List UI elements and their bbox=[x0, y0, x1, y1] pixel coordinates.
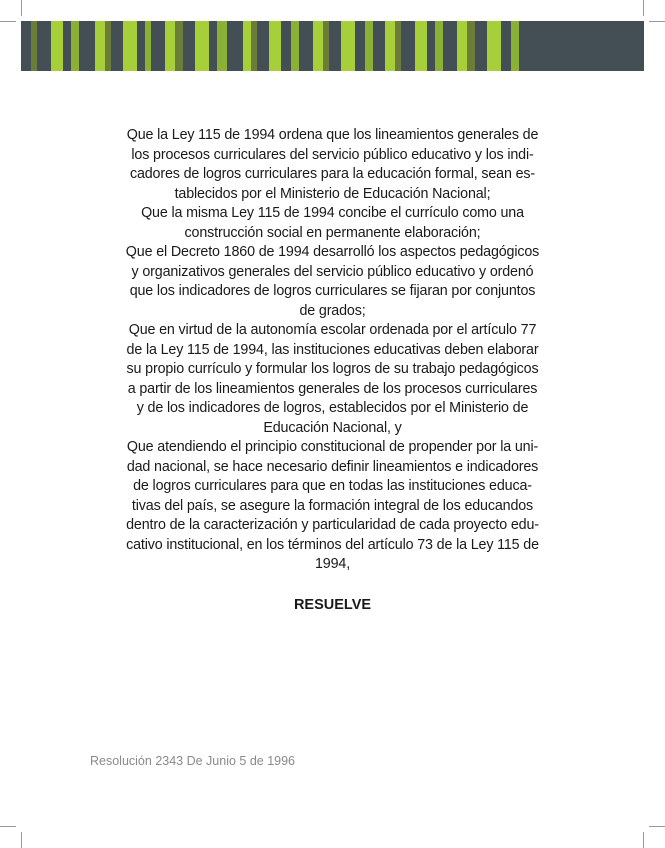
crop-mark-top-right bbox=[643, 0, 644, 16]
body-line: cadores de logros curriculares para la educación formal, sean es- bbox=[129, 166, 536, 182]
decorative-stripe-band bbox=[21, 21, 644, 71]
body-line: Que en virtud de la autonomía escolar ordenada por el artículo 77 bbox=[128, 322, 537, 338]
body-line: 1994, bbox=[314, 556, 351, 572]
body-line: los procesos curriculares del servicio público educativo y los indi- bbox=[131, 146, 534, 163]
body-line: cativo institucional, en los términos del artículo 73 de la Ley 115 de bbox=[126, 536, 539, 553]
body-line: dad nacional, se hace necesario definir lineamientos e indicadores bbox=[126, 458, 539, 475]
stripe-segment bbox=[21, 21, 31, 71]
stripe-segment bbox=[111, 21, 123, 71]
stripe-segment bbox=[435, 21, 443, 71]
stripe-segment bbox=[71, 21, 79, 71]
body-line: Educación Nacional, y bbox=[263, 419, 402, 436]
stripe-segment bbox=[467, 21, 475, 71]
stripe-segment bbox=[281, 21, 291, 71]
body-line: dentro de la caracterización y particularidad de cada proyecto edu- bbox=[126, 517, 539, 533]
crop-mark-bottom-right bbox=[643, 832, 644, 848]
stripe-segment bbox=[217, 21, 227, 71]
stripe-segment bbox=[151, 21, 165, 71]
stripe-segment bbox=[365, 21, 373, 71]
stripe-segment bbox=[373, 21, 385, 71]
body-line: Que atendiendo el principio constitucional de propender por la uni- bbox=[126, 439, 539, 455]
body-line: tivas del país, se asegure la formación integral de los educandos bbox=[131, 497, 534, 514]
stripe-segment bbox=[165, 21, 175, 71]
crop-mark-top-left bbox=[21, 0, 22, 16]
stripe-segment bbox=[95, 21, 105, 71]
body-line: construcción social en permanente elaboración; bbox=[184, 224, 481, 241]
stripe-segment bbox=[291, 21, 299, 71]
body-line: que los indicadores de logros curriculares se fijaran por conjuntos bbox=[129, 283, 536, 299]
stripe-segment bbox=[385, 21, 395, 71]
body-line: su propio currículo y formular los logros de su trabajo pedagógicos bbox=[126, 361, 539, 377]
stripe-segment bbox=[51, 21, 63, 71]
stripe-segment bbox=[175, 21, 183, 71]
body-line: de la Ley 115 de 1994, las instituciones educativas deben elaborar bbox=[126, 341, 539, 358]
stripe-segment bbox=[519, 21, 531, 71]
stripe-segment bbox=[37, 21, 51, 71]
stripe-segment bbox=[269, 21, 281, 71]
stripe-segment bbox=[257, 21, 269, 71]
stripe-segment bbox=[415, 21, 427, 71]
stripe-segment bbox=[195, 21, 209, 71]
stripe-segment bbox=[511, 21, 519, 71]
crop-mark-left-top bbox=[0, 21, 16, 22]
stripe-segment bbox=[443, 21, 457, 71]
body-line: y organizativos generales del servicio público educativo y ordenó bbox=[131, 263, 534, 280]
stripe-segment bbox=[313, 21, 323, 71]
body-line: y de los indicadores de logros, establecidos por el Ministerio de bbox=[136, 400, 529, 416]
body-line: Que la misma Ley 115 de 1994 concibe el currículo como una bbox=[141, 205, 524, 221]
crop-mark-left-bottom bbox=[0, 826, 16, 827]
stripe-segment bbox=[457, 21, 467, 71]
stripe-segment bbox=[501, 21, 511, 71]
considerations-text bbox=[88, 126, 577, 575]
stripe-segment bbox=[401, 21, 415, 71]
resolve-heading: RESUELVE bbox=[293, 597, 372, 613]
stripe-segment bbox=[355, 21, 365, 71]
body-line: Que el Decreto 1860 de 1994 desarrolló los aspectos pedagógicos bbox=[125, 244, 540, 260]
stripe-segment bbox=[227, 21, 243, 71]
stripe-segment bbox=[531, 21, 644, 71]
stripe-segment bbox=[137, 21, 145, 71]
stripe-segment bbox=[183, 21, 195, 71]
crop-mark-bottom-left bbox=[21, 832, 22, 848]
footer-reference: Resolución 2343 De Junio 5 de 1996 bbox=[90, 754, 296, 768]
body-line: Que la Ley 115 de 1994 ordena que los lineamientos generales de bbox=[126, 127, 539, 143]
crop-mark-right-top bbox=[649, 21, 665, 22]
stripe-segment bbox=[341, 21, 355, 71]
stripe-segment bbox=[243, 21, 251, 71]
body-line: a partir de los lineamientos generales de los procesos curriculares bbox=[127, 380, 538, 397]
stripe-segment bbox=[299, 21, 313, 71]
crop-mark-right-bottom bbox=[649, 826, 665, 827]
stripe-segment bbox=[123, 21, 137, 71]
stripe-segment bbox=[329, 21, 341, 71]
stripe-segment bbox=[487, 21, 501, 71]
body-line: tablecidos por el Ministerio de Educación Nacional; bbox=[174, 185, 491, 202]
stripe-segment bbox=[63, 21, 71, 71]
stripe-segment bbox=[475, 21, 487, 71]
stripe-segment bbox=[427, 21, 435, 71]
stripe-segment bbox=[79, 21, 95, 71]
stripe-segment bbox=[209, 21, 217, 71]
body-line: de logros curriculares para que en todas las instituciones educa- bbox=[133, 478, 532, 494]
body-line: de grados; bbox=[299, 302, 366, 319]
